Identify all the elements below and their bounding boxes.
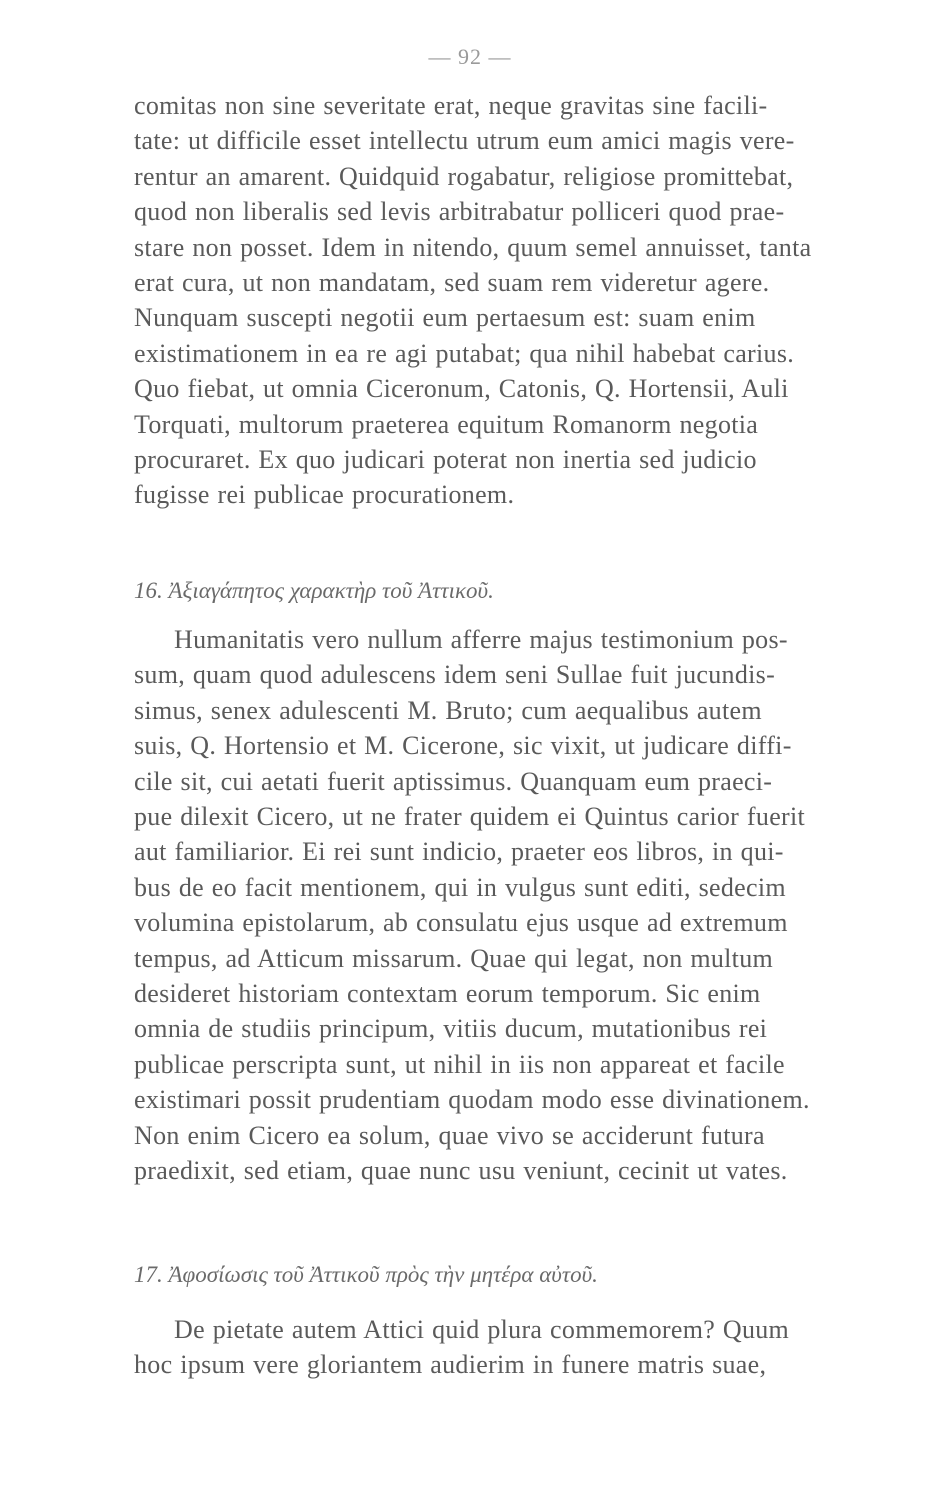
text-line: aut familiarior. Ei rei sunt indicio, praeter eos libros, in qui- bbox=[134, 837, 784, 867]
text-line: suis, Q. Hortensio et M. Cicerone, sic vixit, ut judicare diffi- bbox=[134, 731, 792, 761]
section-heading-17: 17. Ἀφοσίωσις τοῦ Ἀττικοῦ πρὸς τὴν μητέρα αὐτοῦ. bbox=[134, 1262, 598, 1287]
text-line: sum, quam quod adulescens idem seni Sullae fuit jucundis- bbox=[134, 660, 776, 690]
section-heading-16: 16. Ἀξιαγάπητος χαρακτὴρ τοῦ Ἀττικοῦ. bbox=[134, 578, 494, 603]
paragraph-humanitatis bbox=[134, 622, 906, 1189]
text-line: Quo fiebat, ut omnia Ciceronum, Catonis, Q. Hortensii, Auli bbox=[134, 374, 789, 404]
text-line: stare non posset. Idem in nitendo, quum semel annuisset, tanta bbox=[134, 232, 812, 262]
text-line: hoc ipsum vere gloriantem audierim in funere matris suae, bbox=[134, 1350, 767, 1380]
text-line: pue dilexit Cicero, ut ne frater quidem ei Quintus carior fuerit bbox=[134, 802, 806, 832]
text-line: rentur an amarent. Quidquid rogabatur, religiose promittebat, bbox=[134, 161, 794, 191]
paragraph-comitas bbox=[134, 88, 906, 513]
text-line: Humanitatis vero nullum afferre majus testimonium pos- bbox=[174, 625, 788, 654]
text-line: praedixit, sed etiam, quae nunc usu veniunt, cecinit ut vates. bbox=[134, 1156, 788, 1186]
text-line: existimationem in ea re agi putabat; qua nihil habebat carius. bbox=[134, 338, 795, 368]
text-line: simus, senex adulescenti M. Bruto; cum aequalibus autem bbox=[134, 695, 762, 725]
text-line: De pietate autem Attici quid plura commemorem? Quum bbox=[174, 1315, 790, 1344]
text-line: tempus, ad Atticum missarum. Quae qui legat, non multum bbox=[134, 943, 774, 973]
text-line: Nunquam suscepti negotii eum pertaesum est: suam enim bbox=[134, 303, 756, 333]
text-line: comitas non sine severitate erat, neque gravitas sine facili- bbox=[134, 91, 768, 120]
text-line: bus de eo facit mentionem, qui in vulgus sunt editi, sedecim bbox=[134, 872, 786, 902]
text-line: procuraret. Ex quo judicari poterat non inertia sed judicio bbox=[134, 445, 757, 475]
text-line: omnia de studiis principum, vitiis ducum, mutationibus rei bbox=[134, 1014, 768, 1044]
page-number: — 92 — bbox=[428, 44, 512, 69]
text-line: desideret historiam contextam eorum temporum. Sic enim bbox=[134, 979, 761, 1009]
text-line: quod non liberalis sed levis arbitrabatur polliceri quod prae- bbox=[134, 197, 785, 227]
text-line: publicae perscripta sunt, ut nihil in iis non appareat et facile bbox=[134, 1049, 785, 1079]
text-line: Non enim Cicero ea solum, quae vivo se acciderunt futura bbox=[134, 1120, 765, 1150]
text-line: tate: ut difficile esset intellectu utrum eum amici magis vere- bbox=[134, 126, 795, 156]
text-line: cile sit, cui aetati fuerit aptissimus. Quanquam eum praeci- bbox=[134, 766, 773, 796]
paragraph-pietate bbox=[134, 1312, 906, 1383]
text-line: volumina epistolarum, ab consulatu ejus usque ad extremum bbox=[134, 908, 788, 938]
text-line: erat cura, ut non mandatam, sed suam rem videretur agere. bbox=[134, 268, 770, 298]
text-line: fugisse rei publicae procurationem. bbox=[134, 480, 515, 510]
text-line: existimari possit prudentiam quodam modo esse divinationem. bbox=[134, 1085, 810, 1115]
text-line: Torquati, multorum praeterea equitum Romanorm negotia bbox=[134, 409, 759, 439]
